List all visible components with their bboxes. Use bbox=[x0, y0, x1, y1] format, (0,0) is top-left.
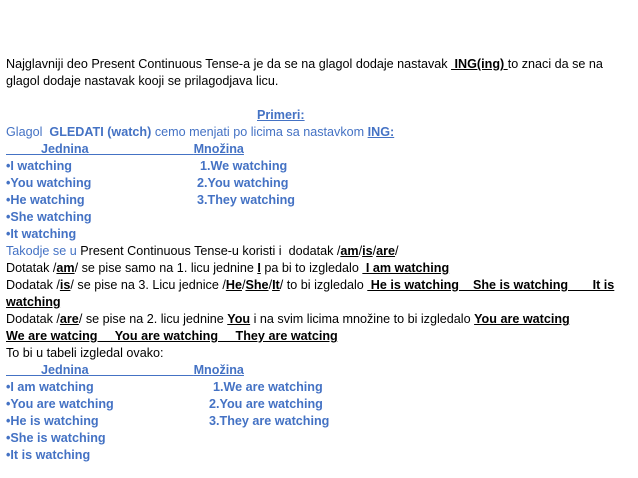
table2-sing-3: •He is watching bbox=[6, 414, 99, 428]
dodatak-are-line bbox=[6, 311, 570, 327]
dodatak-am-text: Dotatak / bbox=[6, 261, 57, 275]
ing-label: ING: bbox=[367, 125, 395, 139]
table2-header bbox=[6, 362, 244, 378]
table2-plur-1: 1.We are watching bbox=[213, 380, 323, 394]
glagol-text: cemo menjati po licima sa nastavkom bbox=[151, 125, 368, 139]
am-label: am bbox=[340, 244, 359, 258]
dodatak-are-text-2: / se pise na 2. licu jednine bbox=[78, 312, 228, 326]
slash: / bbox=[358, 244, 363, 258]
table1-sing-5: •It watching bbox=[6, 227, 77, 241]
intro-text-end: to znaci da se na bbox=[507, 57, 603, 71]
am-label: am bbox=[56, 261, 75, 275]
are-label: are bbox=[59, 312, 79, 326]
slash: / bbox=[395, 244, 399, 258]
table2-sing-5: •It is watching bbox=[6, 448, 91, 462]
dodatak-am-text-2: / se pise samo na 1. licu jednine bbox=[74, 261, 258, 275]
primeri-heading: Primeri: bbox=[257, 108, 305, 122]
table1-sing-4: •She watching bbox=[6, 210, 92, 224]
dodatak-are-text-3: i na svim licima množine to bi izgledalo bbox=[250, 312, 475, 326]
dodatak-are-text: Dodatak / bbox=[6, 312, 60, 326]
intro-line-1 bbox=[6, 56, 603, 72]
is-label: is bbox=[59, 278, 71, 292]
dodatak-is-text: Dodatak / bbox=[6, 278, 60, 292]
table1-sing-3: •He watching bbox=[6, 193, 85, 207]
i-label: I bbox=[257, 261, 261, 275]
table1-sing-2: •You watching bbox=[6, 176, 92, 190]
table2-jednina-header: Jednina bbox=[41, 363, 89, 377]
table1-header bbox=[6, 141, 244, 157]
table1-sing-1: •I watching bbox=[6, 159, 72, 173]
are-label: are bbox=[376, 244, 396, 258]
example-you-are-watcing: You are watcing bbox=[474, 312, 570, 326]
he-label: He bbox=[225, 278, 242, 292]
table2-sing-2: •You are watching bbox=[6, 397, 114, 411]
table2-header-pad bbox=[6, 363, 41, 377]
glagol-label: Glagol bbox=[6, 125, 50, 139]
glagol-line bbox=[6, 124, 394, 140]
takodje-text-2: Present Continuous Tense-u koristi i dodatak / bbox=[80, 244, 341, 258]
table2-header-gap bbox=[89, 363, 194, 377]
dodatak-is-text-2: / se pise na 3. Licu jednice / bbox=[70, 278, 226, 292]
example-i-am-watching: I am watching bbox=[362, 261, 450, 275]
slash: / bbox=[241, 278, 246, 292]
table1-plur-1: 1.We watching bbox=[200, 159, 288, 173]
table1-jednina-header: Jednina bbox=[41, 142, 89, 156]
table2-mnozina-header: Množina bbox=[193, 363, 244, 377]
tabela-intro: To bi u tabeli izgledal ovako: bbox=[6, 346, 164, 360]
table1-plur-3: 3.They watching bbox=[197, 193, 295, 207]
table1-mnozina-header: Množina bbox=[193, 142, 244, 156]
she-label: She bbox=[245, 278, 269, 292]
takodje-line bbox=[6, 243, 399, 259]
dodatak-is-line bbox=[6, 277, 614, 293]
table1-header-gap bbox=[89, 142, 194, 156]
intro-text: Najglavniji deo Present Continuous Tense-a je da se na glagol dodaje nastavak bbox=[6, 57, 452, 71]
intro-line-2: glagol dodaje nastavak kooji se prilagodjava licu. bbox=[6, 74, 279, 88]
table2-sing-1: •I am watching bbox=[6, 380, 94, 394]
table1-plur-2: 2.You watching bbox=[197, 176, 289, 190]
slash: / bbox=[372, 244, 377, 258]
verb-gledati: GLEDATI (watch) bbox=[49, 125, 152, 139]
table1-header-pad bbox=[6, 142, 41, 156]
dodatak-am-text-3: pa bi to izgledalo bbox=[260, 261, 363, 275]
slash: / bbox=[268, 278, 273, 292]
table2-plur-3: 3.They are watching bbox=[209, 414, 330, 428]
table2-plur-2: 2.You are watching bbox=[209, 397, 323, 411]
ing-suffix: ING(ing) bbox=[451, 57, 508, 71]
you-label: You bbox=[227, 312, 251, 326]
dodatak-am-line bbox=[6, 260, 449, 276]
example-is-watching-cont: watching bbox=[6, 295, 61, 309]
is-label: is bbox=[362, 244, 373, 258]
dodatak-is-text-3: / to bi izgledalo bbox=[279, 278, 368, 292]
takodje-text: Takodje se u bbox=[6, 244, 81, 258]
it-label: It bbox=[272, 278, 280, 292]
example-are-watching-cont: We are watcing You are watching They are watcing bbox=[6, 329, 338, 343]
table2-sing-4: •She is watching bbox=[6, 431, 106, 445]
example-is-watching: He is watching She is watching It is bbox=[367, 278, 615, 292]
